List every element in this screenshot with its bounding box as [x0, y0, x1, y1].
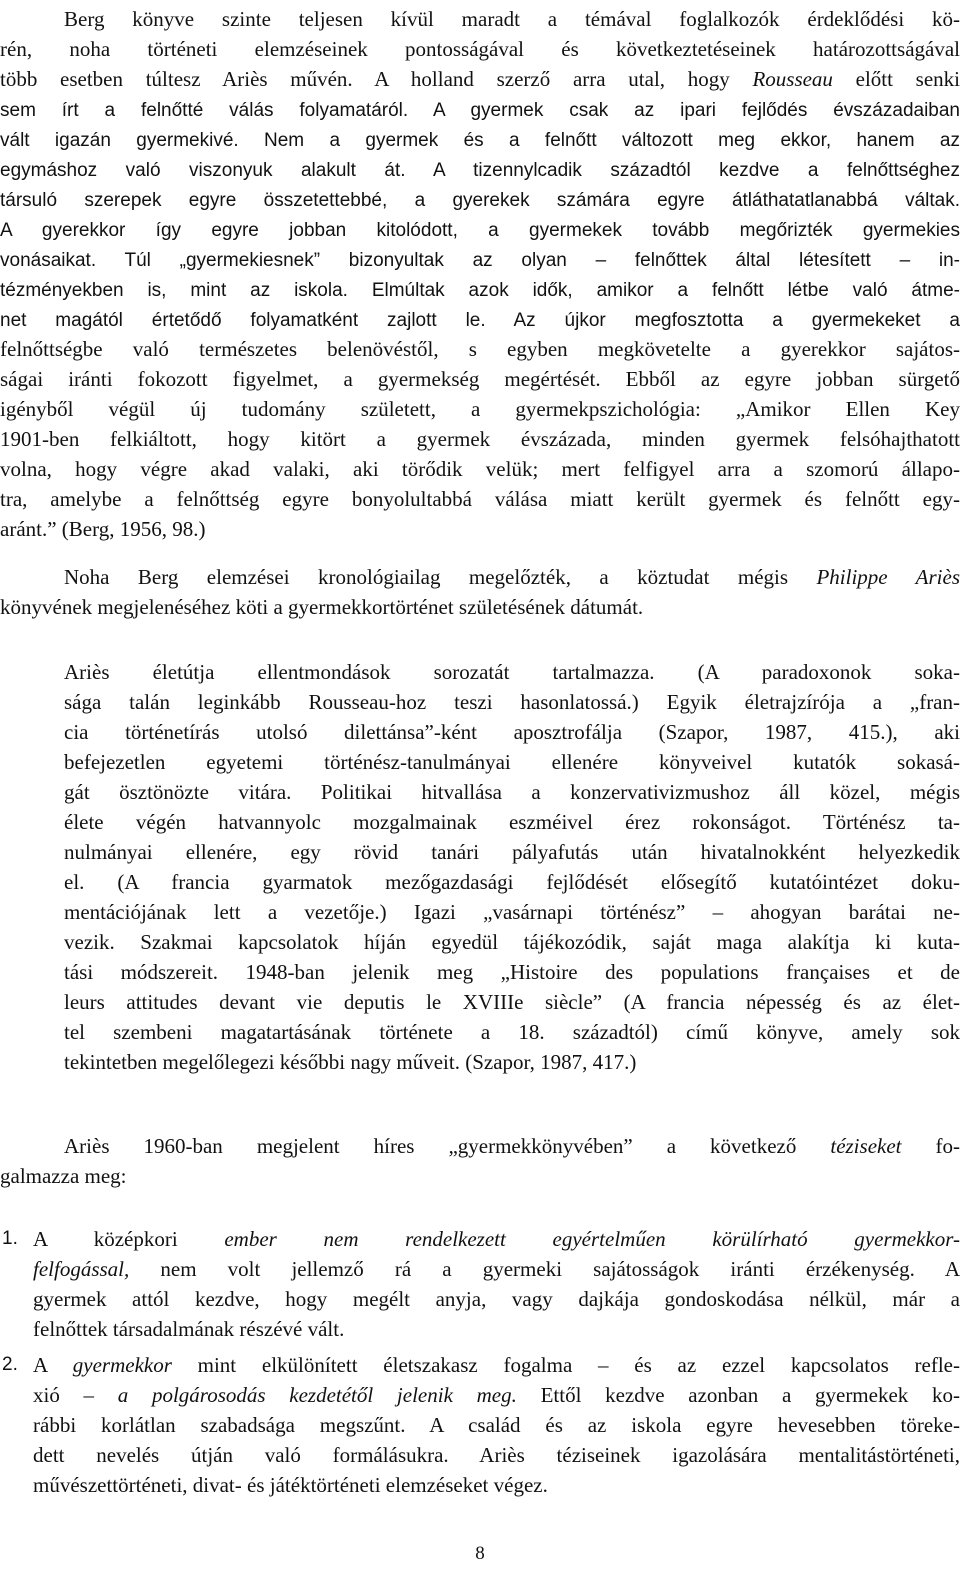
text-line — [0, 154, 960, 184]
text-run: fo- — [901, 1134, 960, 1158]
text-run: élete végén hatvannyolc mozgalmainak eszméivel érez rokonságot. Történész ta- — [64, 810, 960, 834]
paragraph-berg — [0, 4, 960, 544]
text-line — [0, 334, 960, 364]
text-line — [0, 454, 960, 484]
list-number: 1. — [2, 1228, 18, 1249]
italic-text: ember nem rendelkezett egyértelműen körülírható gyermekkor- — [224, 1227, 960, 1251]
text-run: előtt senki — [832, 67, 960, 91]
text-line — [0, 124, 960, 154]
text-run: igényből végül új tudomány született, a gyermekpszichológia: „Amikor Ellen Key — [0, 397, 960, 421]
text-run: Noha Berg elemzései kronológiailag megelőzték, a köztudat mégis — [64, 565, 817, 589]
text-run: ságai iránti fokozott figyelmet, a gyermekség megértését. Ebből az egyre jobban sürgető — [0, 367, 960, 391]
text-line — [33, 1254, 960, 1284]
text-run: rábbi korlátlan szabadsága megszűnt. A család és az iskola egyre hevesebben töreke- — [33, 1413, 960, 1437]
text-line — [0, 214, 960, 244]
text-run: művészettörténeti, divat- és játéktörténeti elemzéseket végez. — [33, 1473, 548, 1497]
text-run: több esetben túltesz Ariès művén. A holland szerző arra utal, hogy — [0, 67, 753, 91]
italic-text: Rousseau — [752, 67, 833, 91]
text-run: rén, noha történeti elemzéseinek pontosságával és következtetéseinek határozottságával — [0, 37, 960, 61]
text-run: könyvének megjelenéséhez köti a gyermekkortörténet születésének dátumát. — [0, 595, 644, 619]
text-line — [0, 657, 960, 687]
list-item-text — [33, 1224, 960, 1344]
text-run: tekintetben megelőlegezi későbbi nagy műveit. (Szapor, 1987, 417.) — [64, 1050, 637, 1074]
text-line — [33, 1410, 960, 1440]
text-line — [0, 1017, 960, 1047]
text-line — [0, 4, 960, 34]
text-run: Ariès életútja ellentmondások sorozatát tartalmazza. (A paradoxonok soka- — [64, 660, 960, 684]
text-line — [0, 927, 960, 957]
text-run: egymáshoz való viszonyuk alakult át. A tizennylcadik századtól kezdve a felnőttséghez — [0, 160, 960, 181]
page-number: 8 — [475, 1543, 485, 1564]
text-run: mentációjának lett a vezetője.) Igazi „vasárnapi történész” – ahogyan barátai ne- — [64, 900, 960, 924]
text-line — [0, 1047, 960, 1077]
text-line — [0, 592, 960, 622]
text-run: nulmányai ellenére, egy rövid tanári pályafutás után hivatalnokként helyezkedik — [64, 840, 960, 864]
thesis-list-item-2 — [0, 1350, 960, 1500]
text-run: sága talán leginkább Rousseau-hoz teszi hasonlatossá.) Egyik életrajzírója a „fran- — [64, 690, 960, 714]
text-line — [0, 1161, 960, 1191]
text-run: A — [33, 1353, 73, 1377]
italic-text: felfogással, — [33, 1257, 130, 1281]
text-run: tel szembeni magatartásának története a 18. századtól) című könyve, amely sok — [64, 1020, 960, 1044]
text-run: dett nevelés útján való formálásukra. Ariès téziseinek igazolására mentalitástörténeti, — [33, 1443, 960, 1467]
text-line — [0, 897, 960, 927]
text-run: 1901-ben felkiáltott, hogy kitört a gyermek évszázada, minden gyermek felsóhajthatott — [0, 427, 960, 451]
text-line — [0, 34, 960, 64]
text-run: galmazza meg: — [0, 1164, 127, 1188]
text-run: tási módszereit. 1948-ban jelenik meg „Histoire des populations françaises et de — [64, 960, 960, 984]
text-line — [33, 1314, 960, 1344]
text-run: tézményekben is, mint az iskola. Elmúltak azok idők, amikor a felnőtt létbe való átme- — [0, 280, 960, 301]
text-line — [0, 562, 960, 592]
text-run: aránt.” (Berg, 1956, 98.) — [0, 517, 206, 541]
text-run: társuló szerepek egyre összetettebbé, a gyerekek számára egyre átláthatatlanabbá váltak. — [0, 190, 960, 211]
text-line — [0, 807, 960, 837]
text-run: A gyerekkor így egyre jobban kitolódott, a gyermekek tovább megőrizték gyermekies — [0, 220, 960, 241]
text-line — [0, 717, 960, 747]
text-line — [33, 1284, 960, 1314]
text-run: Berg könyve szinte teljesen kívül maradt a témával foglalkozók érdeklődési kö- — [64, 7, 960, 31]
italic-text: gyermekkor — [72, 1353, 172, 1377]
text-line — [33, 1350, 960, 1380]
text-run: sem írt a felnőtté válás folyamatáról. A gyermek csak az ipari fejlődés évszázadaiban — [0, 100, 960, 121]
text-run: tra, amelybe a felnőttség egyre bonyolultabbá válása miatt került gyermek és felnőtt egy- — [0, 487, 960, 511]
text-line — [0, 987, 960, 1017]
text-line — [33, 1380, 960, 1410]
text-run: vezik. Szakmai kapcsolatok híján egyedül tájékozódik, saját maga alakítja ki kuta- — [64, 930, 960, 954]
paragraph-theses-intro — [0, 1131, 960, 1191]
text-line — [0, 867, 960, 897]
text-line — [0, 777, 960, 807]
list-item-text — [33, 1350, 960, 1500]
italic-text: Philippe Ariès — [816, 565, 960, 589]
list-number: 2. — [2, 1354, 18, 1375]
text-line — [0, 424, 960, 454]
text-run: net magától értetődő folyamatként zajlott le. Az újkor megfosztotta a gyermekeket a — [0, 310, 960, 331]
text-line — [33, 1224, 960, 1254]
text-line — [33, 1440, 960, 1470]
text-line — [0, 747, 960, 777]
italic-text: a polgárosodás kezdetétől jelenik meg. — [117, 1383, 517, 1407]
text-run: felnőttek társadalmának részévé vált. — [33, 1317, 345, 1341]
text-run: cia történetírás utolsó dilettánsa”-ként aposztrofálja (Szapor, 1987, 415.), aki — [64, 720, 960, 744]
text-run: volna, hogy végre akad valaki, aki törődik velük; mert felfigyel arra a szomorú állapo- — [0, 457, 960, 481]
text-line — [0, 1131, 960, 1161]
text-run: befejezetlen egyetemi történész-tanulmányai ellenére könyveivel kutatók sokasá- — [64, 750, 960, 774]
text-run: gyermek attól kezdve, hogy megélt anyja, vagy dajkája gondoskodása nélkül, már a — [33, 1287, 960, 1311]
paragraph-aries-biography — [0, 657, 960, 1077]
text-run: Ariès 1960-ban megjelent híres „gyermekkönyvében” a következő — [64, 1134, 831, 1158]
text-run: A középkori — [33, 1227, 225, 1251]
text-line — [33, 1470, 960, 1500]
text-run: xió – — [33, 1383, 118, 1407]
text-line — [0, 514, 960, 544]
text-line — [0, 394, 960, 424]
text-line — [0, 837, 960, 867]
text-line — [0, 957, 960, 987]
text-run: felnőttségbe való természetes belenövéstől, s egyben megkövetelte a gyerekkor sajátos- — [0, 337, 960, 361]
text-line — [0, 184, 960, 214]
text-line — [0, 687, 960, 717]
text-run: mint elkülönített életszakasz fogalma – és az ezzel kapcsolatos refle- — [171, 1353, 960, 1377]
text-run: el. (A francia gyarmatok mezőgazdasági fejlődését elősegítő kutatóintézet doku- — [64, 870, 960, 894]
text-line — [0, 364, 960, 394]
text-run: gát ösztönözte vitára. Politikai hitvallása a konzervativizmushoz áll közel, mégis — [64, 780, 960, 804]
text-run: vonásaikat. Túl „gyermekiesnek” bizonyultak az olyan – felnőttek által létesített – in- — [0, 250, 960, 271]
text-line — [0, 274, 960, 304]
text-line — [0, 244, 960, 274]
text-line — [0, 64, 960, 94]
text-line — [0, 304, 960, 334]
text-run: Ettől kezdve azonban a gyermekek ko- — [516, 1383, 960, 1407]
text-run: leurs attitudes devant vie deputis le XVIIIe siècle” (A francia népesség és az élet- — [64, 990, 960, 1014]
paragraph-aries-dating — [0, 562, 960, 622]
text-line — [0, 94, 960, 124]
text-run: nem volt jellemző rá a gyermeki sajátosságok iránti érzékenység. A — [129, 1257, 960, 1281]
text-run: vált igazán gyermekivé. Nem a gyermek és a felnőtt változott meg ekkor, hanem az — [0, 130, 960, 151]
text-line — [0, 484, 960, 514]
italic-text: téziseket — [830, 1134, 902, 1158]
thesis-list-item-1 — [0, 1224, 960, 1344]
